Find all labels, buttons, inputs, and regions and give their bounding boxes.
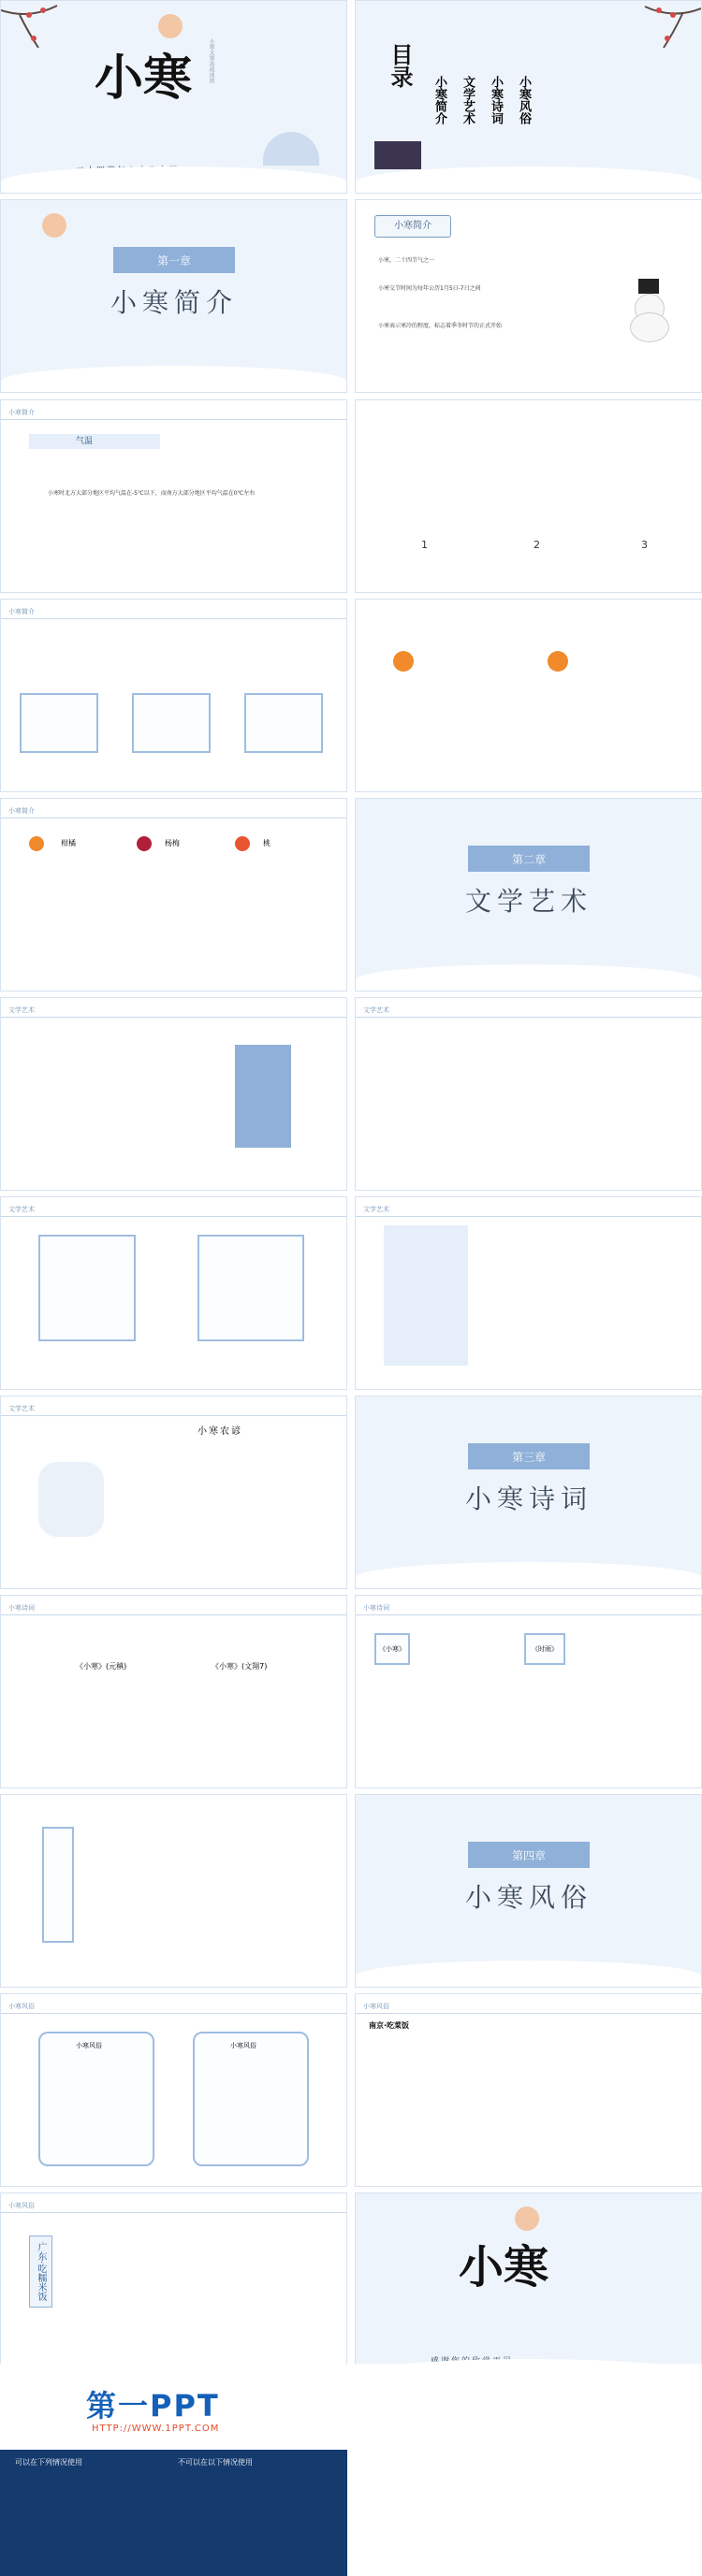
snow-ground <box>356 1961 701 1987</box>
snow-ground <box>356 1562 701 1588</box>
plum-branch-icon <box>1 1 76 57</box>
intro-line-3: 小寒表示寒冷的程度，标志着季冬时节的正式开始 <box>378 323 503 329</box>
custom-card-1-title: 小寒风俗 <box>76 2042 102 2049</box>
fruit-label-2: 杨梅 <box>165 839 180 847</box>
sun-decoration <box>42 213 66 238</box>
slide-22-nanjing[interactable] <box>355 1993 702 2187</box>
persimmon-icon <box>548 651 568 672</box>
nanjing-heading: 南京·吃菜饭 <box>369 2021 410 2030</box>
slide-tag: 文学艺术 <box>8 1206 35 1213</box>
poem-frame-1 <box>38 1235 136 1341</box>
slide-tag: 小寒诗词 <box>8 1604 35 1612</box>
slide-header <box>1 2193 346 2213</box>
slide-tag: 文学艺术 <box>363 1006 389 1014</box>
slide-2-contents[interactable] <box>355 0 702 194</box>
slide-header <box>1 998 346 1018</box>
slide-header <box>356 1197 701 1217</box>
cover-title: 小寒 <box>95 50 193 107</box>
chapter-title: 小寒风俗 <box>464 1882 592 1913</box>
plum-branch-icon <box>626 1 701 57</box>
info-card-2 <box>132 693 211 753</box>
poem-frame-2 <box>197 1235 304 1341</box>
slide-6-three-columns[interactable] <box>355 399 702 593</box>
slide-header <box>1 1397 346 1416</box>
slide-header <box>356 1994 701 2014</box>
slide-header <box>1 1596 346 1615</box>
site-url[interactable]: HTTP://WWW.1PPT.COM <box>92 2424 220 2434</box>
slide-7-info-cards[interactable] <box>0 599 347 792</box>
footer-panel <box>0 2450 347 2576</box>
slide-18-poem-cards[interactable] <box>355 1595 702 1788</box>
poem-label-2: 《时雨》 <box>524 1633 565 1665</box>
slide-header <box>1 1197 346 1217</box>
snow-ground <box>356 166 701 193</box>
closing-title: 小寒 <box>459 2241 549 2294</box>
bayberry-icon <box>137 836 152 851</box>
slide-10-chapter-2[interactable] <box>355 798 702 991</box>
scroll-panel <box>42 1827 74 1943</box>
col-num-3: 3 <box>641 539 648 551</box>
slide-15-proverbs[interactable] <box>0 1396 347 1589</box>
proverbs-heading: 小寒农谚 <box>197 1426 242 1437</box>
chapter-box: 第二章 <box>468 846 590 872</box>
guangdong-title: 广东·吃糯米饭 <box>29 2236 52 2308</box>
slide-header <box>1 600 346 619</box>
poem-title-1: 《小寒》(元稹) <box>76 1662 127 1671</box>
chapter-title: 小寒简介 <box>110 287 238 318</box>
slide-23-guangdong[interactable] <box>0 2192 347 2386</box>
snow-ground <box>1 366 346 392</box>
section-heading: 小寒简介 <box>374 215 451 238</box>
slide-11-art[interactable] <box>0 997 347 1191</box>
intro-line-1: 小寒，二十四节气之一 <box>378 257 435 264</box>
slide-12-art-text[interactable] <box>355 997 702 1191</box>
slide-19-poem-scroll[interactable] <box>0 1794 347 1988</box>
slide-tag: 小寒风俗 <box>8 2202 35 2209</box>
contents-item-3[interactable]: 小寒诗词 <box>489 76 503 124</box>
child-on-bear-icon <box>38 1462 104 1537</box>
calligraphy-panel <box>235 1045 291 1148</box>
poem-label-1: 《小寒》 <box>374 1633 410 1665</box>
chapter-title: 文学艺术 <box>464 886 592 917</box>
slide-9-fruits[interactable] <box>0 798 347 991</box>
snowman-icon <box>627 275 670 340</box>
snow-ground <box>356 964 701 991</box>
slide-16-chapter-3[interactable] <box>355 1396 702 1589</box>
slide-3-chapter-1[interactable] <box>0 199 347 393</box>
slide-tag: 小寒简介 <box>8 608 35 615</box>
slide-tag: 文学艺术 <box>8 1405 35 1412</box>
slide-1-cover[interactable] <box>0 0 347 194</box>
house-icon <box>374 141 421 169</box>
col-num-2: 2 <box>534 539 540 551</box>
slide-tag: 文学艺术 <box>8 1006 35 1014</box>
slide-header <box>1 1994 346 2014</box>
poem-title-2: 《小寒》(文翔7) <box>212 1662 268 1671</box>
slide-header <box>356 1596 701 1615</box>
slide-tag: 文学艺术 <box>363 1206 389 1213</box>
chapter-box: 第三章 <box>468 1443 590 1469</box>
chapter-title: 小寒诗词 <box>464 1483 592 1514</box>
slide-tag: 小寒风俗 <box>8 2003 35 2010</box>
footer-col-left: 可以在下列情况使用 <box>15 2458 82 2467</box>
slide-header <box>1 400 346 420</box>
intro-line-2: 小寒交节时间为每年公历1月5日-7日之间 <box>378 285 481 292</box>
slide-header <box>356 998 701 1018</box>
peach-icon <box>235 836 250 851</box>
cover-side-text: 小寒大寒冻成冰团 <box>208 38 214 83</box>
slide-4-intro[interactable] <box>355 199 702 393</box>
empty-area <box>355 2364 702 2576</box>
chapter-box: 第一章 <box>113 247 235 273</box>
sun-decoration <box>158 14 183 38</box>
fruit-label-1: 柑橘 <box>61 839 76 847</box>
site-logo[interactable]: 第一PPT <box>86 2388 220 2424</box>
slide-tag: 小寒诗词 <box>363 1604 389 1612</box>
slide-17-poems[interactable] <box>0 1595 347 1788</box>
info-card-3 <box>244 693 323 753</box>
footer-col-right: 不可以在以下情况使用 <box>178 2458 253 2467</box>
contents-item-1[interactable]: 小寒简介 <box>432 76 446 124</box>
slide-13-framed-poems[interactable] <box>0 1196 347 1390</box>
slide-21-customs[interactable] <box>0 1993 347 2187</box>
contents-item-2[interactable]: 文学艺术 <box>461 76 475 124</box>
slide-14-poem-branch[interactable] <box>355 1196 702 1390</box>
poem-panel <box>384 1225 468 1366</box>
fruit-label-3: 桃 <box>263 839 271 847</box>
slide-20-chapter-4[interactable] <box>355 1794 702 1988</box>
contents-item-4[interactable]: 小寒风俗 <box>517 76 531 124</box>
contents-label: 目录 <box>387 43 414 88</box>
persimmon-icon <box>393 651 414 672</box>
snow-ground <box>1 166 346 193</box>
temperature-heading: 气温 <box>29 434 160 449</box>
sun-decoration <box>515 2207 539 2231</box>
col-num-1: 1 <box>421 539 428 551</box>
orange-icon <box>29 836 44 851</box>
custom-card-2-title: 小寒风俗 <box>230 2042 256 2049</box>
info-card-1 <box>20 693 98 753</box>
temperature-text: 小寒时北方大部分地区平均气温在-5℃以下，而南方大部分地区平均气温在0℃左右 <box>48 490 256 497</box>
chapter-box: 第四章 <box>468 1842 590 1868</box>
slide-header <box>1 799 346 818</box>
slide-8-persimmons[interactable] <box>355 599 702 792</box>
custom-card-1 <box>38 2032 154 2166</box>
custom-card-2 <box>193 2032 309 2166</box>
slide-5-temperature[interactable] <box>0 399 347 593</box>
slide-tag: 小寒简介 <box>8 409 35 416</box>
igloo <box>263 132 319 166</box>
slide-tag: 小寒风俗 <box>363 2003 389 2010</box>
footer-promo <box>0 2364 347 2576</box>
slide-24-closing[interactable] <box>355 2192 702 2386</box>
slide-tag: 小寒简介 <box>8 807 35 815</box>
